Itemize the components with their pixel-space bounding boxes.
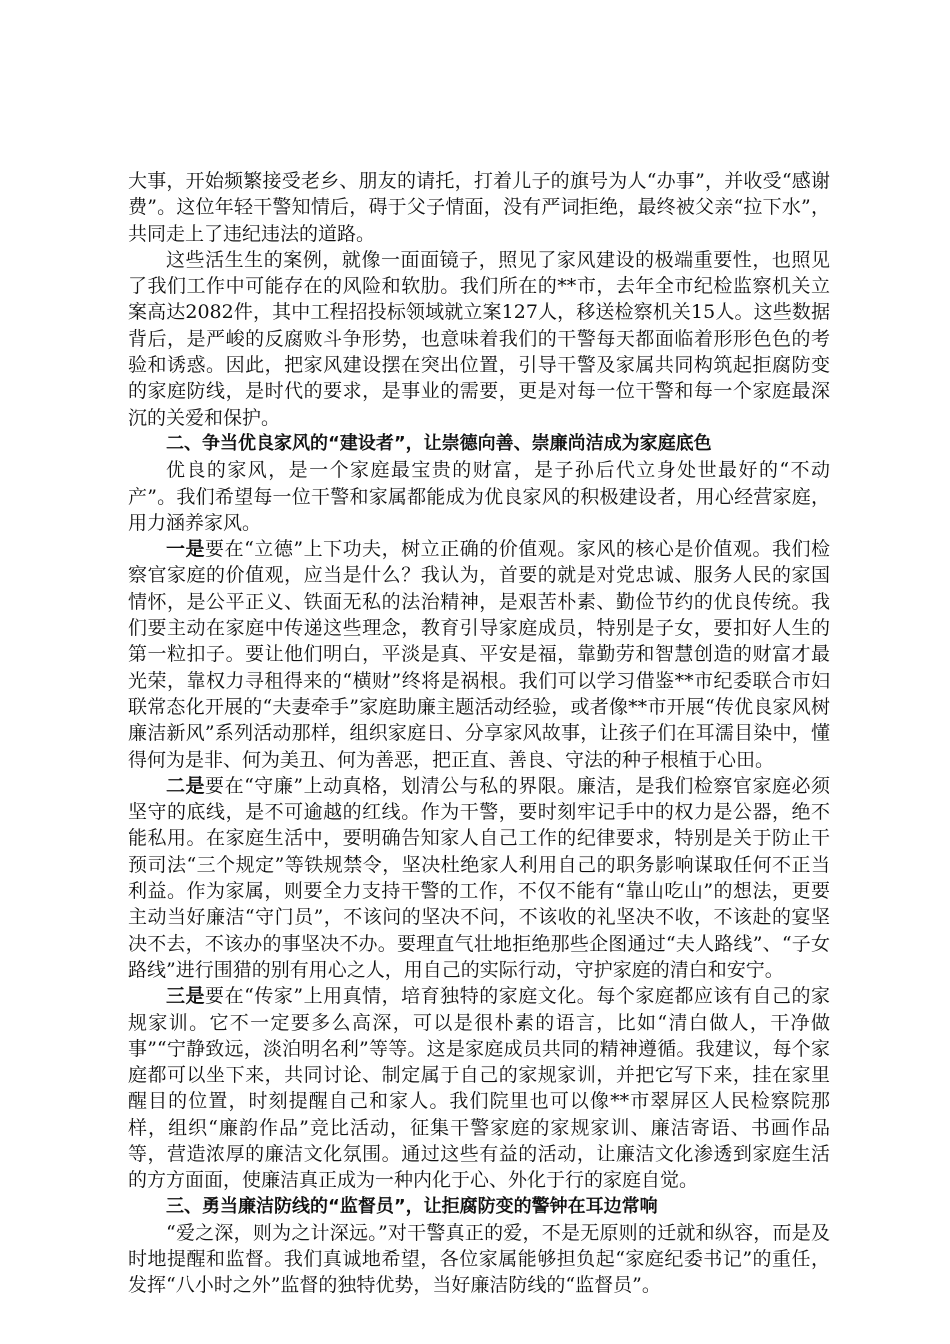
paragraph-case-mirror: 这些活生生的案例，就像一面面镜子，照见了家风建设的极端重要性，也照见了我们工作中可能存在的风险和软肋。我们所在的**市，去年全市纪检监察机关立案高达2082件，其中工程招投标领域就立案127人，移送检察机关15人。这些数据背后，是严峻的反腐败斗争形势，也意味着我们的干警每天都面临着形形色色的考验和诱惑。因此，把家风建设摆在突出位置，引导干警及家属共同构筑起拒腐防变的家庭防线，是时代的要求，是事业的需要，更是对每一位干警和每一个家庭最深沉的关爱和保护。 xyxy=(128,248,830,429)
paragraph-point-one xyxy=(128,536,830,773)
document-body xyxy=(128,168,830,1299)
point-three-lead: 三是 xyxy=(166,985,206,1008)
point-two-text: 要在“守廉”上动真格，划清公与私的界限。廉洁，是我们检察官家庭必须坚守的底线，是不可逾越的红线。作为干警，要时刻牢记手中的权力是公器，绝不能私用。在家庭生活中，要明确告知家人自己工作的纪律要求，特别是关于防止干预司法“三个规定”等铁规禁令，坚决杜绝家人利用自己的职务影响谋取任何不正当利益。作为家属，则要全力支持干警的工作，不仅不能有“靠山吃山”的想法，更要主动当好廉洁“守门员”，不该问的坚决不问，不该收的礼坚决不收，不该赴的宴坚决不去，不该办的事坚决不办。要理直气壮地拒绝那些企图通过“夫人路线”、“子女路线”进行围猎的别有用心之人，用自己的实际行动，守护家庭的清白和安宁。 xyxy=(128,774,830,981)
paragraph-point-two xyxy=(128,773,830,983)
paragraph-supervisor: “爱之深，则为之计深远。”对干警真正的爱，不是无原则的迁就和纵容，而是及时地提醒和监督。我们真诚地希望，各位家属能够担负起“家庭纪委书记”的重任，发挥“八小时之外”监督的独特优势，当好廉洁防线的“监督员”。 xyxy=(128,1221,830,1297)
section-heading-three: 三、勇当廉洁防线的“监督员”，让拒腐防变的警钟在耳边常响 xyxy=(166,1195,658,1217)
paragraph-point-three xyxy=(128,983,830,1193)
point-one-text: 要在“立德”上下功夫，树立正确的价值观。家风的核心是价值观。我们检察官家庭的价值观，应当是什么？我认为，首要的就是对党忠诚、服务人民的家国情怀，是公平正义、铁面无私的法治精神，是艰苦朴素、勤俭节约的优良传统。我们要主动在家庭中传递这些理念，教育引导家庭成员，特别是子女，要扣好人生的第一粒扣子。要让他们明白，平淡是真、平安是福，靠勤劳和智慧创造的财富才最光荣，靠权力寻租得来的“横财”终将是祸根。我们可以学习借鉴**市纪委联合市妇联常态化开展的“夫妻牵手”家庭助廉主题活动经验，或者像**市开展“传优良家风树廉洁新风”系列活动那样，组织家庭日、分享家风故事，让孩子们在耳濡目染中，懂得何为是非、何为美丑、何为善恶，把正直、善良、守法的种子根植于心田。 xyxy=(128,538,830,771)
paragraph-good-family-style: 优良的家风，是一个家庭最宝贵的财富，是子孙后代立身处世最好的“不动产”。我们希望每一位干警和家属都能成为优良家风的积极建设者，用心经营家庭，用力涵养家风。 xyxy=(128,459,830,534)
point-two-lead: 二是 xyxy=(166,774,206,797)
point-three-text: 要在“传家”上用真情，培育独特的家庭文化。每个家庭都应该有自己的家规家训。它不一定要多么高深，可以是很朴素的语言，比如“清白做人，干净做事”“宁静致远，淡泊明名利”等等。这是家庭成员共同的精神遵循。我建议，每个家庭都可以坐下来，共同讨论、制定属于自己的家规家训，并把它写下来，挂在家里醒目的位置，时刻提醒自己和家人。我们院里也可以像**市翠屏区人民检察院那样，组织“廉韵作品”竞比活动，征集干警家庭的家规家训、廉洁寄语、书画作品等，营造浓厚的廉洁文化氛围。通过这些有益的活动，让廉洁文化渗透到家庭生活的方方面面，使廉洁真正成为一种内化于心、外化于行的家庭自觉。 xyxy=(128,985,830,1192)
paragraph-case-continued: 大事，开始频繁接受老乡、朋友的请托，打着儿子的旗号为人“办事”，并收受“感谢费”。这位年轻干警知情后，碍于父子情面，没有严词拒绝，最终被父亲“拉下水”，共同走上了违纪违法的道路。 xyxy=(128,170,830,245)
section-heading-two: 二、争当优良家风的“建设者”，让崇德向善、崇廉尚洁成为家庭底色 xyxy=(166,432,712,454)
point-one-lead: 一是 xyxy=(166,538,206,561)
